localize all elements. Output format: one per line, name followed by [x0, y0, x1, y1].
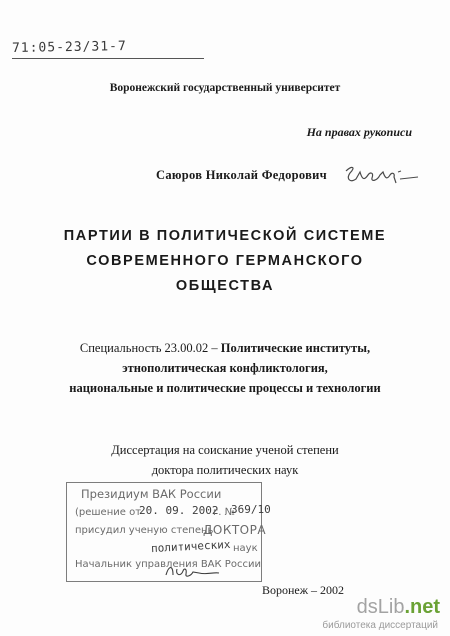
author-signature — [342, 163, 422, 193]
city-year: Воронеж – 2002 — [262, 583, 345, 597]
specialty-line-2: этнополитическая конфликтология, — [122, 361, 328, 375]
title-line-1: ПАРТИИ В ПОЛИТИЧЕСКОЙ СИСТЕМЕ — [63, 228, 387, 244]
vak-approval-stamp — [66, 482, 271, 582]
stamp-degree: ДОКТОРА — [203, 523, 267, 537]
stamp-degree-prefix: присудил ученую степень — [75, 525, 214, 536]
stamp-decision-prefix: (решение от — [75, 507, 142, 518]
stamp-decision-number: 369/10 — [231, 503, 271, 516]
specialty-block — [0, 338, 450, 398]
handwritten-underline — [12, 58, 204, 59]
dslib-logo-main: dsLib — [356, 596, 405, 618]
stamp-decision-line — [75, 507, 141, 518]
specialty-line-3: национальные и политические процессы и технологии — [69, 381, 381, 395]
dissertation-title — [0, 224, 450, 299]
specialty-name-part-1: Политические институты, — [220, 341, 371, 355]
manuscript-rights-note: На правах рукописи — [306, 125, 412, 139]
stamp-decision-number-label: г. № — [213, 507, 236, 518]
stamp-field-suffix: наук — [233, 543, 258, 554]
stamp-decision-date: 20. 09. 2002 — [139, 504, 219, 517]
degree-line-2: доктора политических наук — [151, 463, 299, 477]
university-name: Воронежский государственный университет — [109, 82, 341, 94]
title-line-2: СОВРЕМЕННОГО ГЕРМАНСКОГО — [86, 253, 364, 269]
stamp-handwritten-field: политических — [150, 537, 231, 556]
stamp-signature — [163, 563, 223, 581]
title-line-3: ОБЩЕСТВА — [175, 278, 275, 294]
stamp-title: Президиум ВАК России — [81, 487, 222, 501]
specialty-line-1 — [0, 338, 450, 358]
degree-line-1: Диссертация на соискание ученой степени — [111, 443, 339, 457]
dslib-logo-domain: .net — [404, 596, 440, 618]
dslib-logo — [357, 596, 440, 619]
stamp-head-title: Начальник управления ВАК России — [75, 559, 261, 570]
author-name: Саюров Николай Федорович — [156, 168, 328, 182]
dslib-subtitle: библиотека диссертаций — [322, 620, 438, 631]
handwritten-catalog-number: 71:05-23/31-7 — [11, 38, 127, 57]
specialty-code: Специальность 23.00.02 – — [79, 341, 221, 355]
degree-statement — [0, 440, 450, 480]
